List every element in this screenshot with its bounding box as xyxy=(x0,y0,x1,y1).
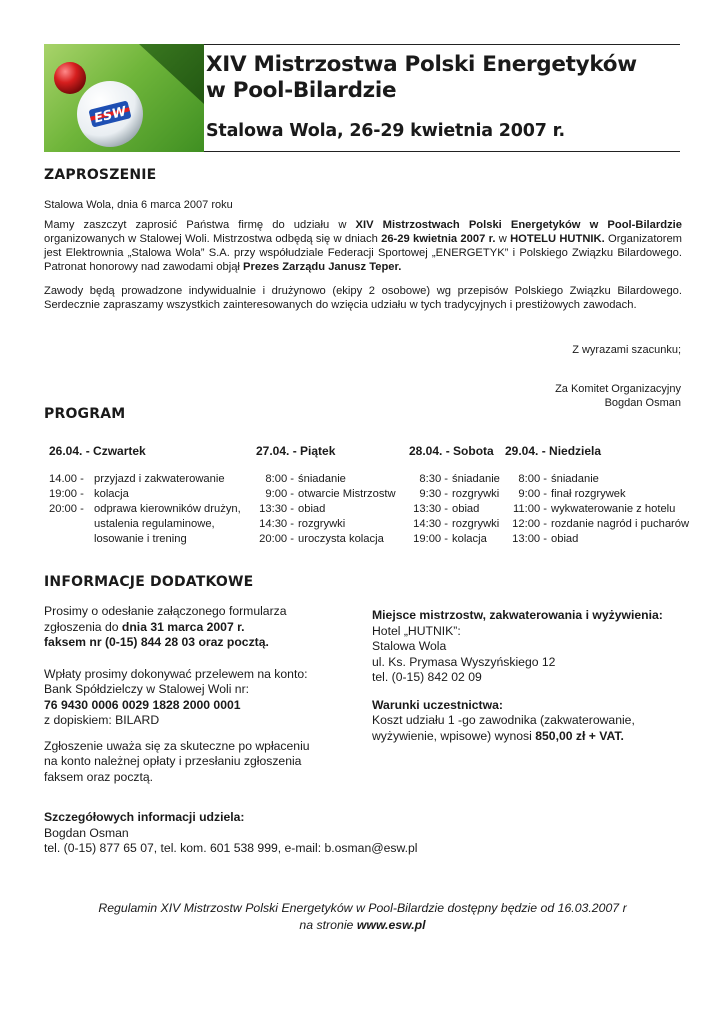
venue-line-2: Stalowa Wola xyxy=(372,639,447,653)
schedule-item xyxy=(49,487,241,502)
schedule-item xyxy=(49,532,241,547)
schedule-item xyxy=(254,487,396,502)
program-day-3-title: 28.04. - Sobota xyxy=(409,444,494,458)
schedule-activity: rozgrywki xyxy=(452,518,500,530)
validity-line-2: na konto należnej opłaty i przesłaniu zgłoszenia xyxy=(44,754,302,768)
invitation-text-run: HOTELU HUTNIK. xyxy=(510,233,605,245)
validity-line-1: Zgłoszenie uważa się za skuteczne po wpłaceniu xyxy=(44,738,310,753)
schedule-time xyxy=(49,532,90,547)
program-day-2-title: 27.04. - Piątek xyxy=(256,444,336,458)
contact-details: tel. (0-15) 877 65 07, tel. kom. 601 538 999, e-mail: b.osman@esw.pl xyxy=(44,841,418,855)
schedule-item xyxy=(49,472,241,487)
program-day-4-schedule xyxy=(507,472,689,547)
schedule-item xyxy=(254,472,396,487)
signer-name: Bogdan Osman xyxy=(604,397,681,409)
schedule-item xyxy=(408,532,500,547)
schedule-time: 14:30 - xyxy=(413,518,448,530)
schedule-item xyxy=(254,502,396,517)
program-heading: PROGRAM xyxy=(44,406,126,422)
conditions-line-2: wyżywienie, wpisowe) wynosi 850,00 zł + VAT. xyxy=(372,728,624,743)
schedule-activity: przyjazd i zakwaterowanie xyxy=(94,473,225,485)
event-title-line2: w Pool-Bilardzie xyxy=(206,78,397,103)
header-top-rule xyxy=(204,44,680,45)
invitation-text-run: Mamy zaszczyt zaprosić Państwa firmę do udziału w xyxy=(44,219,356,231)
invitation-text-run: 26-29 kwietnia 2007 r. xyxy=(381,233,496,245)
schedule-item xyxy=(507,502,689,517)
committee-text: Za Komitet Organizacyjny xyxy=(555,383,681,395)
schedule-time: 14.00 - xyxy=(49,473,84,485)
contact-heading: Szczegółowych informacji udziela: xyxy=(44,810,245,824)
invitation-paragraph-1 xyxy=(44,218,682,274)
schedule-activity: rozdanie nagród i pucharów xyxy=(551,518,690,530)
info-left-column xyxy=(44,604,344,785)
schedule-activity: finał rozgrywek xyxy=(551,488,626,500)
conditions-line-1: Koszt udziału 1 -go zawodnika (zakwaterowanie, xyxy=(372,713,635,727)
schedule-activity: śniadanie xyxy=(551,473,599,485)
venue-heading: Miejsce mistrzostw, zakwaterowania i wyżywienia: xyxy=(372,608,663,622)
invitation-text-run: organizowanych w Stalowej Woli. Mistrzostwa odbędą się w dniach xyxy=(44,233,382,245)
schedule-activity: rozgrywki xyxy=(452,488,500,500)
schedule-item xyxy=(507,472,689,487)
schedule-time: 12:00 - xyxy=(512,518,547,530)
regards-text: Z wyrazami szacunku; xyxy=(572,344,681,356)
red-ball xyxy=(54,62,86,94)
schedule-item xyxy=(254,532,396,547)
schedule-item xyxy=(507,517,689,532)
invitation-text-run: Prezes Zarządu Janusz Teper. xyxy=(243,261,402,273)
schedule-item xyxy=(49,502,241,517)
schedule-activity: losowanie i trening xyxy=(94,533,187,545)
form-line-3: faksem nr (0-15) 844 28 03 oraz pocztą. xyxy=(44,635,269,649)
program-day-1-schedule xyxy=(49,472,241,547)
payment-line-2: Bank Spółdzielczy w Stalowej Woli nr: xyxy=(44,682,250,696)
schedule-time: 20:00 - xyxy=(49,503,84,515)
schedule-time: 9:30 - xyxy=(419,488,448,500)
schedule-activity: kolacja xyxy=(452,533,487,545)
schedule-item xyxy=(507,532,689,547)
event-subtitle: Stalowa Wola, 26-29 kwietnia 2007 r. xyxy=(206,121,565,141)
venue-line-4: tel. (0-15) 842 02 09 xyxy=(372,670,482,684)
schedule-time: 19:00 - xyxy=(49,488,84,500)
schedule-item xyxy=(408,487,500,502)
invitation-text-run: Organizatorem jest Elektrownia „Stalowa Wola” S.A. przy współudziale Federacji Sportowej „ENERGETYK” i Polskiego Związku Bilardowego. Patronat honorowy nad zawodami objął xyxy=(44,233,682,273)
website-link[interactable]: www.esw.pl xyxy=(356,918,426,932)
schedule-item xyxy=(408,472,500,487)
schedule-time: 9:00 - xyxy=(518,488,547,500)
contact-block xyxy=(44,810,684,857)
conditions-heading: Warunki uczestnictwa: xyxy=(372,697,503,712)
program-day-4-title: 29.04. - Niedziela xyxy=(505,444,602,458)
event-title xyxy=(206,52,637,104)
schedule-time: 13:30 - xyxy=(259,503,294,515)
footer-note xyxy=(0,900,725,934)
schedule-activity: uroczysta kolacja xyxy=(298,533,384,545)
footer-line-1: Regulamin XIV Mistrzostw Polski Energetyków w Pool-Bilardzie dostępny będzie od 16.03.2007 r xyxy=(98,901,627,915)
contact-name: Bogdan Osman xyxy=(44,825,129,840)
billiard-logo-graphic xyxy=(44,44,204,152)
bank-account-number: 76 9430 0006 0029 1828 2000 0001 xyxy=(44,697,241,712)
schedule-time: 13:00 - xyxy=(512,533,547,545)
schedule-item xyxy=(408,517,500,532)
schedule-item xyxy=(408,502,500,517)
header-bottom-rule xyxy=(204,151,680,152)
invitation-text-run: XIV Mistrzostwach Polski Energetyków w Pool-Bilardzie xyxy=(355,219,682,231)
schedule-activity: obiad xyxy=(551,533,579,545)
logo-image xyxy=(44,44,204,152)
schedule-activity: obiad xyxy=(452,503,480,515)
schedule-activity: śniadanie xyxy=(452,473,500,485)
schedule-activity: śniadanie xyxy=(298,473,346,485)
schedule-time: 11:00 - xyxy=(513,503,547,515)
schedule-activity: otwarcie Mistrzostw xyxy=(298,488,396,500)
schedule-time: 8:00 - xyxy=(265,473,294,485)
schedule-activity: kolacja xyxy=(94,488,129,500)
form-line-1: Prosimy o odesłanie załączonego formularza xyxy=(44,604,287,618)
venue-line-3: ul. Ks. Prymasa Wyszyńskiego 12 xyxy=(372,654,556,669)
schedule-activity: odprawa kierowników drużyn, xyxy=(94,503,241,515)
schedule-time: 20:00 - xyxy=(259,533,294,545)
schedule-time: 14:30 - xyxy=(259,518,294,530)
info-right-column xyxy=(372,608,692,744)
schedule-activity: ustalenia regulaminowe, xyxy=(94,518,215,530)
schedule-time: 8:30 - xyxy=(419,473,448,485)
program-day-3-schedule xyxy=(408,472,500,547)
form-line-2: zgłoszenia do dnia 31 marca 2007 r. xyxy=(44,619,245,634)
venue-line-1: Hotel „HUTNIK”: xyxy=(372,623,461,638)
info-heading: INFORMACJE DODATKOWE xyxy=(44,574,254,590)
schedule-activity: obiad xyxy=(298,503,326,515)
schedule-time: 13:30 - xyxy=(413,503,448,515)
schedule-time: 19:00 - xyxy=(413,533,448,545)
program-day-1-title: 26.04. - Czwartek xyxy=(49,444,146,458)
schedule-item xyxy=(49,517,241,532)
invitation-paragraph-2: Zawody będą prowadzone indywidualnie i drużynowo (ekipy 2 osobowe) wg przepisów Polskiego Związku Bilardowego. Serdecznie zapraszamy wszystkich zainteresowanych do wzięcia udziału w tych tradycyjnych i prestiżowych zawodach. xyxy=(44,285,682,311)
schedule-activity: wykwaterowanie z hotelu xyxy=(551,503,676,515)
schedule-time: 9:00 - xyxy=(265,488,294,500)
invitation-heading: ZAPROSZENIE xyxy=(44,167,157,183)
logo-text: ESW xyxy=(92,104,128,127)
invitation-date: Stalowa Wola, dnia 6 marca 2007 roku xyxy=(44,199,233,211)
schedule-item xyxy=(254,517,396,532)
schedule-item xyxy=(507,487,689,502)
payment-line-4: z dopiskiem: BILARD xyxy=(44,713,160,727)
schedule-time: 8:00 - xyxy=(518,473,547,485)
event-title-line1: XIV Mistrzostwa Polski Energetyków xyxy=(206,52,637,77)
validity-line-3: faksem oraz pocztą. xyxy=(44,769,154,784)
footer-line-2: na stronie www.esw.pl xyxy=(299,918,426,932)
schedule-activity: rozgrywki xyxy=(298,518,346,530)
schedule-time xyxy=(49,517,90,532)
payment-line-1: Wpłaty prosimy dokonywać przelewem na konto: xyxy=(44,666,308,681)
invitation-text-run: w xyxy=(495,233,511,245)
program-day-2-schedule xyxy=(254,472,396,547)
